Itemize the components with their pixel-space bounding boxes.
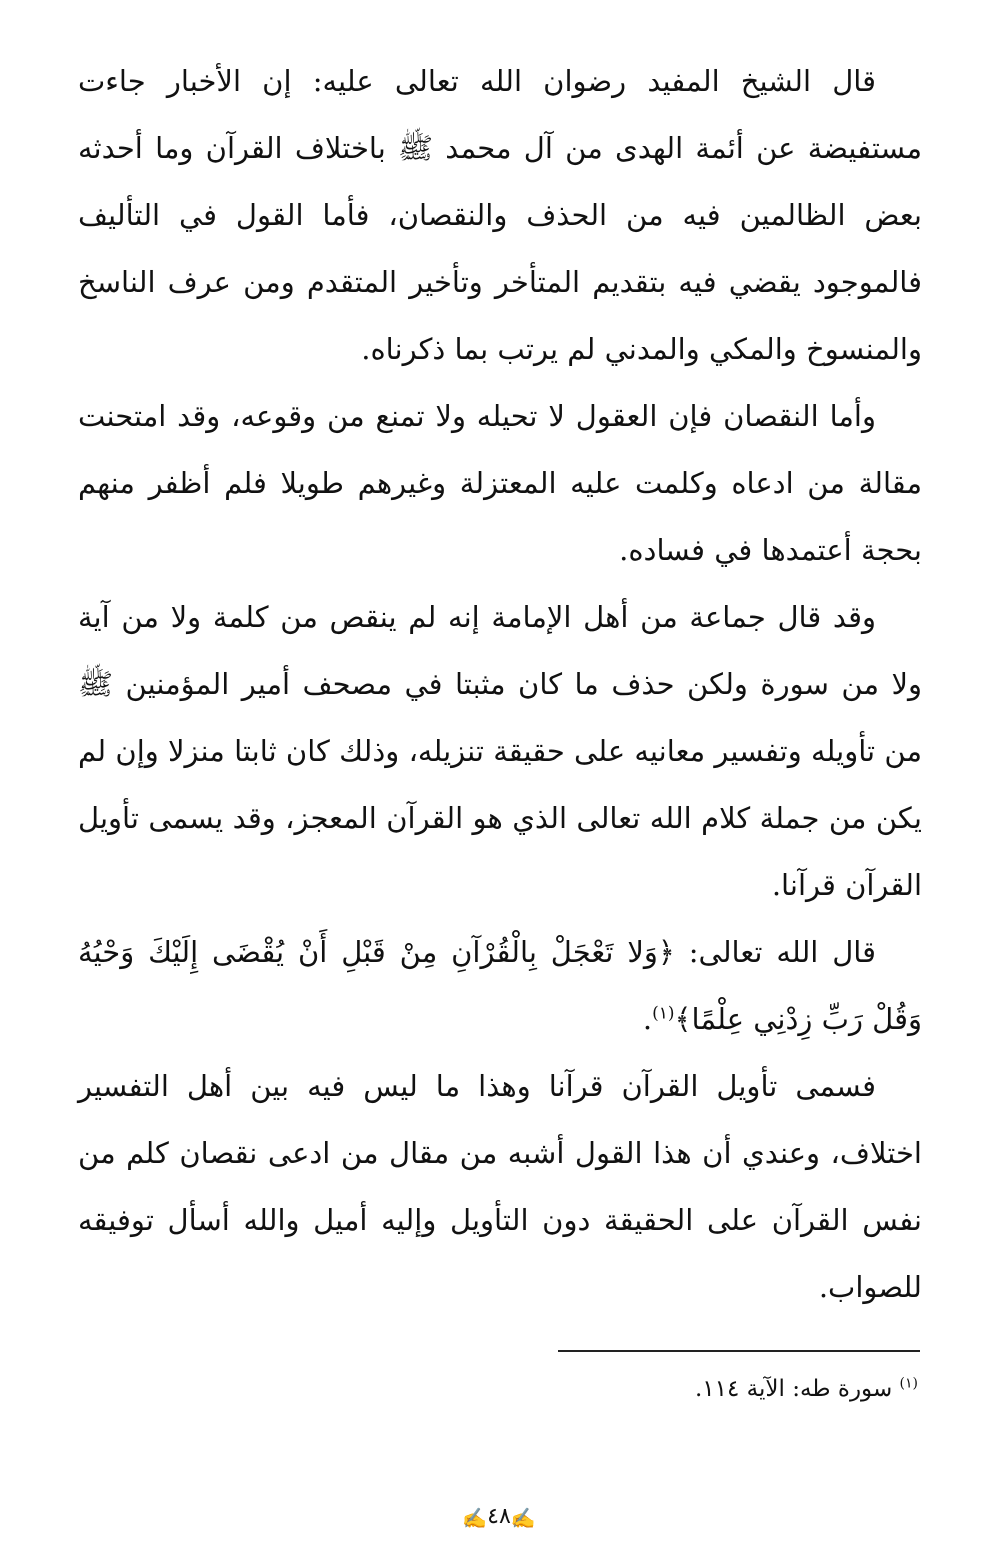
paragraph-2: وأما النقصان فإن العقول لا تحيله ولا تمنع من وقوعه، وقد امتحنت مقالة من ادعاه وكلمت عليه المعتزلة وغيرهم طويلا فلم أظفر منهم بحجة أعتمدها في فساده. xyxy=(78,399,922,567)
footnote-mark: (١) xyxy=(899,1375,918,1392)
paragraph-1: قال الشيخ المفيد رضوان الله تعالى عليه: إن الأخبار جاءت مستفيضة عن أئمة الهدى من آل محمد ﷺ باختلاف القرآن وما أحدثه بعض الظالمين فيه من الحذف والنقصان، فأما القول في التأليف فالموجود يقضي فيه بتقديم المتأخر وتأخير المتقدم ومن عرف الناسخ والمنسوخ والمكي والمدني لم يرتب بما ذكرناه. xyxy=(78,64,922,366)
verse-end: . xyxy=(642,1002,653,1036)
footnote-text: سورة طه: الآية ١١٤. xyxy=(694,1376,900,1402)
paragraph-closing: فسمى تأويل القرآن قرآنا وهذا ما ليس فيه بين أهل التفسير اختلاف، وعندي أن هذا القول أشبه من مقال من ادعى نقصان كلم من نفس القرآن على الحقيقة دون التأويل وإليه أميل والله أسأل توفيقه للصواب. xyxy=(78,1069,922,1304)
page-number-block xyxy=(0,1504,998,1529)
ornament-left-icon: ✍ xyxy=(462,1506,488,1530)
ornament-right-icon: ✍ xyxy=(510,1506,536,1530)
paragraph-3: وقد قال جماعة من أهل الإمامة إنه لم ينقص من كلمة ولا من آية ولا من سورة ولكن حذف ما كان مثبتا في مصحف أمير المؤمنين ﷺ من تأويله وتفسير معانيه على حقيقة تنزيله، وذلك كان ثابتا منزلا وإن لم يكن من جملة كلام الله تعالى الذي هو القرآن المعجز، وقد يسمى تأويل القرآن قرآنا. xyxy=(78,600,922,902)
footnote-separator xyxy=(558,1350,920,1352)
page-number: ٤٨ xyxy=(487,1504,511,1529)
footnote-reference[interactable]: (١) xyxy=(652,1003,675,1024)
verse-text: ﴿وَلا تَعْجَلْ بِالْقُرْآنِ مِنْ قَبْلِ أَنْ يُقْضَى إِلَيْكَ وَحْيُهُ وَقُلْ رَبِّ زِدْنِي عِلْمًا﴾ xyxy=(78,935,922,1036)
footnote xyxy=(318,1372,918,1406)
page-body xyxy=(78,48,922,1321)
verse-intro: قال الله تعالى: xyxy=(674,935,876,969)
quran-verse-paragraph xyxy=(78,919,922,1053)
